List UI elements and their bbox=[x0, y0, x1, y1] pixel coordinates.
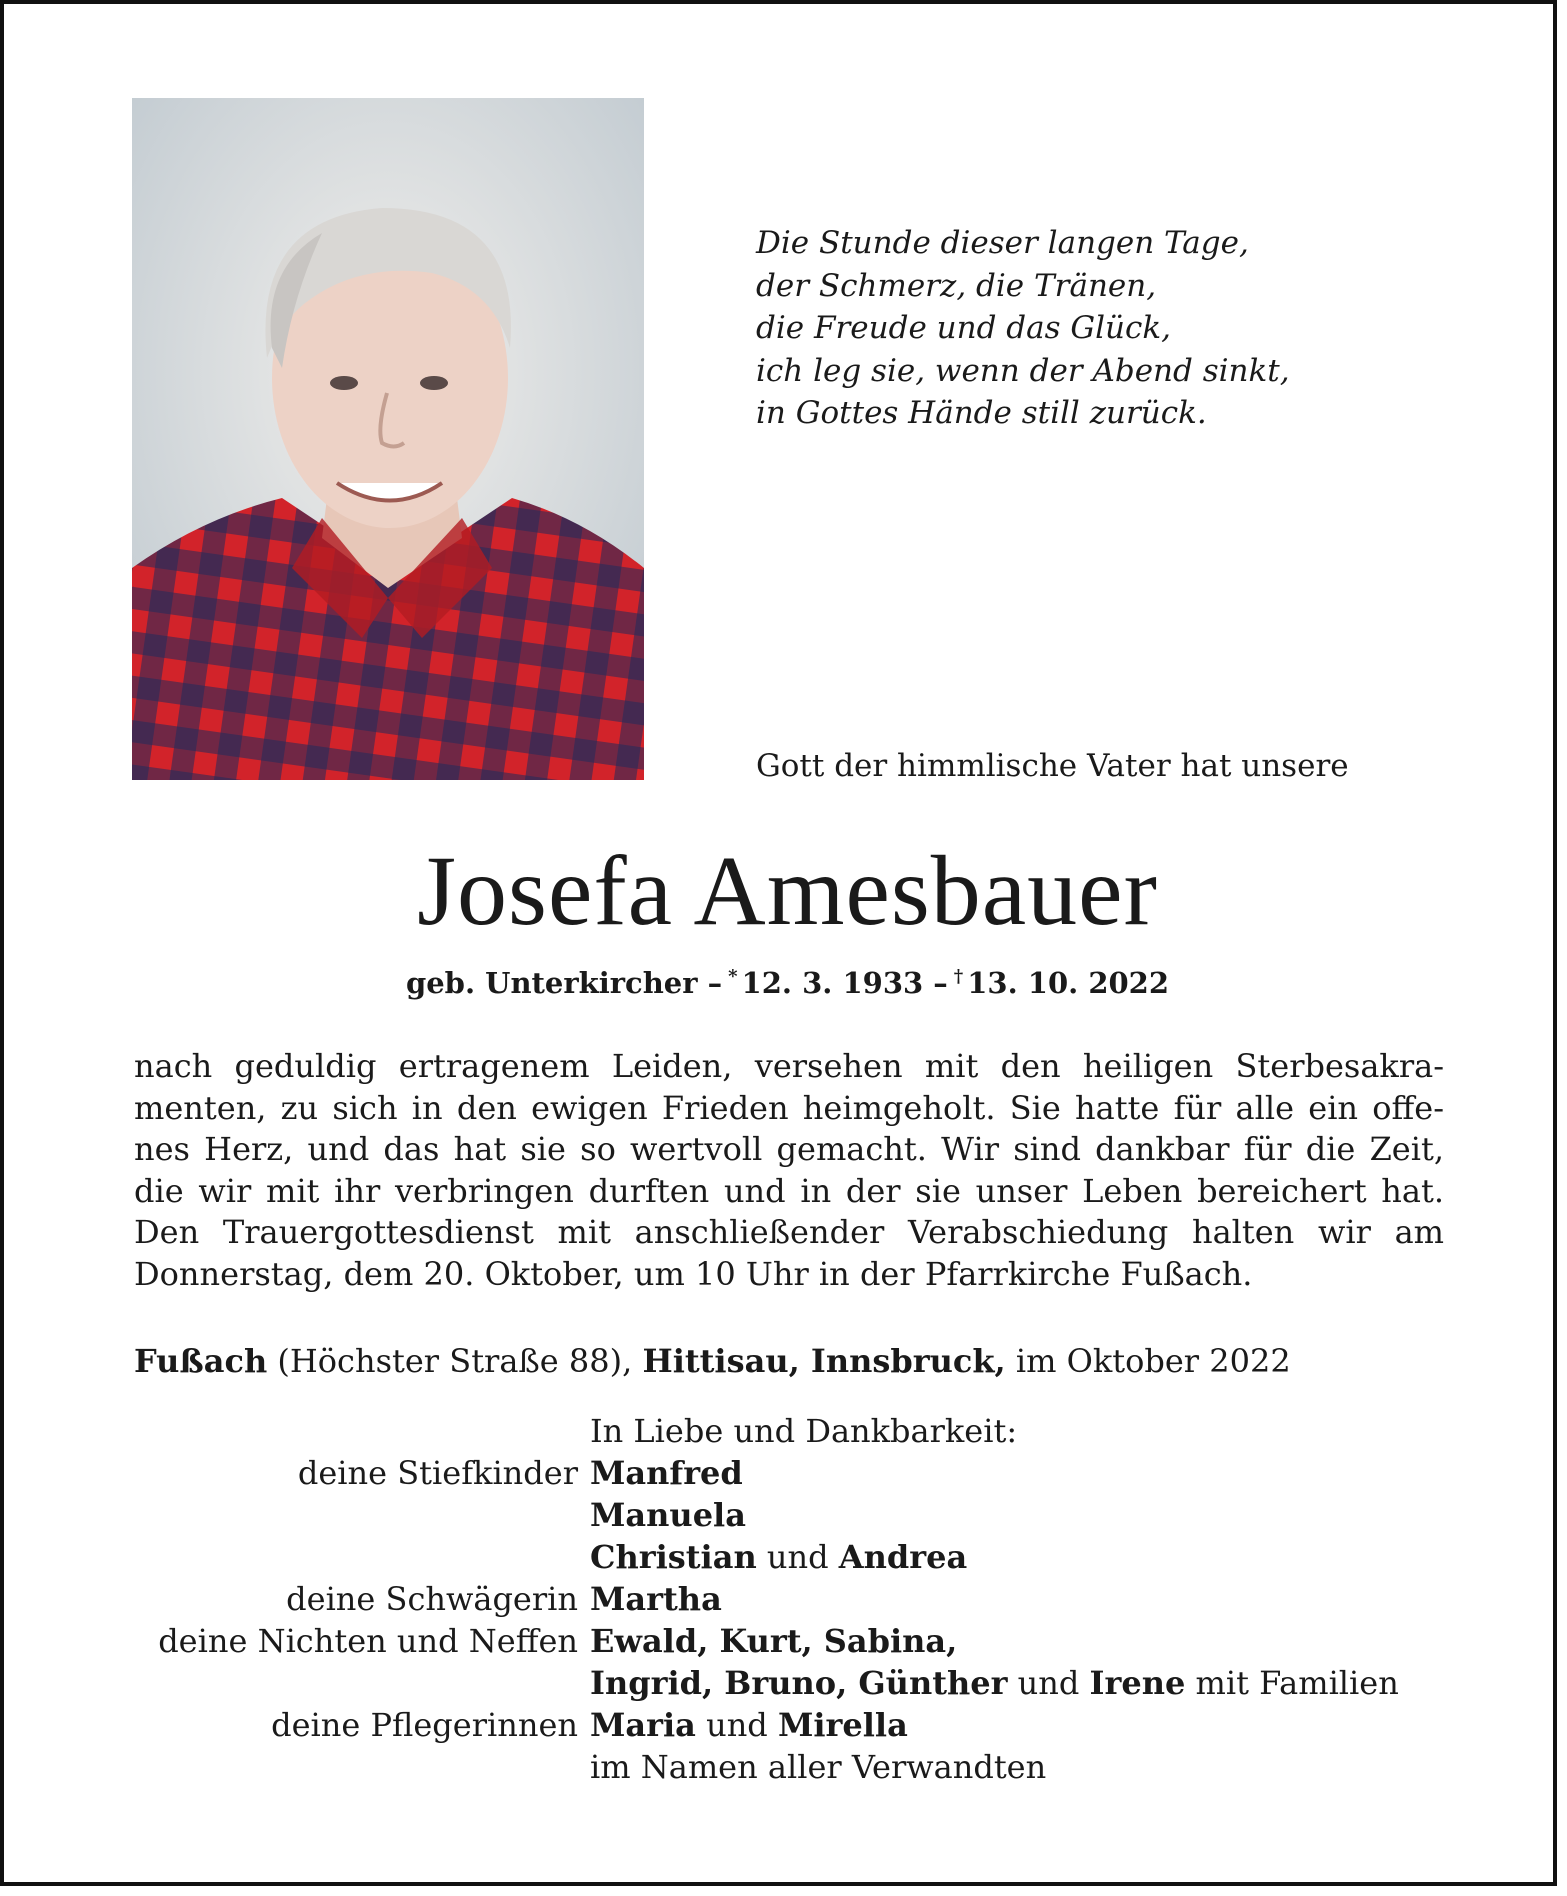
body-line: nach geduldig ertragenem Leiden, versehen mit den heiligen Sterbesakra- bbox=[134, 1047, 1444, 1085]
conjunction: und bbox=[1017, 1664, 1080, 1702]
poem-line: die Freude und das Glück, bbox=[756, 310, 1172, 346]
carer-name: Mirella bbox=[777, 1706, 908, 1744]
carer-name: Maria bbox=[590, 1706, 696, 1744]
sister-in-law-row bbox=[4, 1578, 1567, 1620]
poem bbox=[756, 222, 1396, 435]
closing-row bbox=[4, 1746, 1567, 1788]
place-date-line bbox=[134, 1342, 1291, 1380]
nieces-names: Ewald, Kurt, Sabina, bbox=[590, 1622, 958, 1660]
stepchildren-row bbox=[4, 1494, 1567, 1536]
signoff-heading-row bbox=[4, 1410, 1567, 1452]
dash: – bbox=[707, 966, 723, 1000]
signoff-heading: In Liebe und Dankbarkeit: bbox=[590, 1412, 1018, 1450]
stepchild-name: Manfred bbox=[590, 1454, 743, 1492]
stepchild-name: Andrea bbox=[838, 1538, 968, 1576]
death-date: 13. 10. 2022 bbox=[967, 966, 1170, 1000]
carers-label: deine Pflegerinnen bbox=[271, 1706, 578, 1744]
place-others: Hittisau, Innsbruck, bbox=[642, 1342, 1006, 1380]
poem-line: Die Stunde dieser langen Tage, bbox=[756, 225, 1249, 261]
birth-symbol: * bbox=[728, 966, 738, 987]
place-town: Fußach bbox=[134, 1342, 268, 1380]
stepchildren-row bbox=[4, 1452, 1567, 1494]
nieces-row bbox=[4, 1662, 1567, 1704]
conjunction: und bbox=[766, 1538, 829, 1576]
place-date: im Oktober 2022 bbox=[1015, 1342, 1291, 1380]
deceased-name: Josefa Amesbauer bbox=[417, 835, 1158, 946]
stepchild-name: Christian bbox=[590, 1538, 757, 1576]
death-symbol: † bbox=[953, 966, 964, 987]
intro-text: Gott der himmlische Vater hat unsere bbox=[756, 748, 1349, 784]
stepchildren-label: deine Stiefkinder bbox=[297, 1454, 578, 1492]
body-line: nes Herz, und das hat sie so wertvoll gemacht. Wir sind dankbar für die Zeit, bbox=[134, 1130, 1444, 1168]
body-line: menten, zu sich in den ewigen Frieden heimgeholt. Sie hatte für alle ein offe- bbox=[134, 1088, 1444, 1127]
dash: – bbox=[933, 966, 948, 1000]
birth-date: 12. 3. 1933 bbox=[741, 966, 924, 1000]
birth-death-line bbox=[4, 966, 1567, 1000]
portrait-icon bbox=[132, 98, 644, 780]
signoff bbox=[4, 1410, 1567, 1788]
sister-in-law-label: deine Schwägerin bbox=[286, 1580, 578, 1618]
nieces-names: Ingrid, Bruno, Günther bbox=[590, 1664, 1008, 1702]
poem-line: in Gottes Hände still zurück. bbox=[756, 395, 1207, 431]
stepchildren-row bbox=[4, 1536, 1567, 1578]
niece-name: Irene bbox=[1089, 1664, 1186, 1702]
stepchild-name: Manuela bbox=[590, 1496, 746, 1534]
with-families: mit Familien bbox=[1195, 1664, 1399, 1702]
body-line: Den Trauergottesdienst mit anschließender Verabschiedung halten wir am bbox=[134, 1213, 1444, 1251]
poem-line: der Schmerz, die Tränen, bbox=[756, 267, 1157, 304]
portrait-photo bbox=[132, 98, 644, 780]
nieces-label: deine Nichten und Neffen bbox=[158, 1622, 578, 1660]
body-paragraph bbox=[134, 1046, 1444, 1295]
nieces-row bbox=[4, 1620, 1567, 1662]
poem-line: ich leg sie, wenn der Abend sinkt, bbox=[756, 352, 1290, 389]
sister-in-law-name: Martha bbox=[590, 1580, 722, 1618]
body-line: Donnerstag, dem 20. Oktober, um 10 Uhr in der Pfarrkirche Fußach. bbox=[134, 1254, 1253, 1293]
conjunction: und bbox=[706, 1706, 768, 1744]
carers-row bbox=[4, 1704, 1567, 1746]
closing-text: im Namen aller Verwandten bbox=[590, 1748, 1047, 1786]
maiden-name: geb. Unterkircher bbox=[405, 966, 698, 1000]
body-line: die wir mit ihr verbringen durften und in der sie unser Leben bereichert hat. bbox=[134, 1171, 1444, 1210]
place-address: (Höchster Straße 88), bbox=[277, 1342, 633, 1380]
